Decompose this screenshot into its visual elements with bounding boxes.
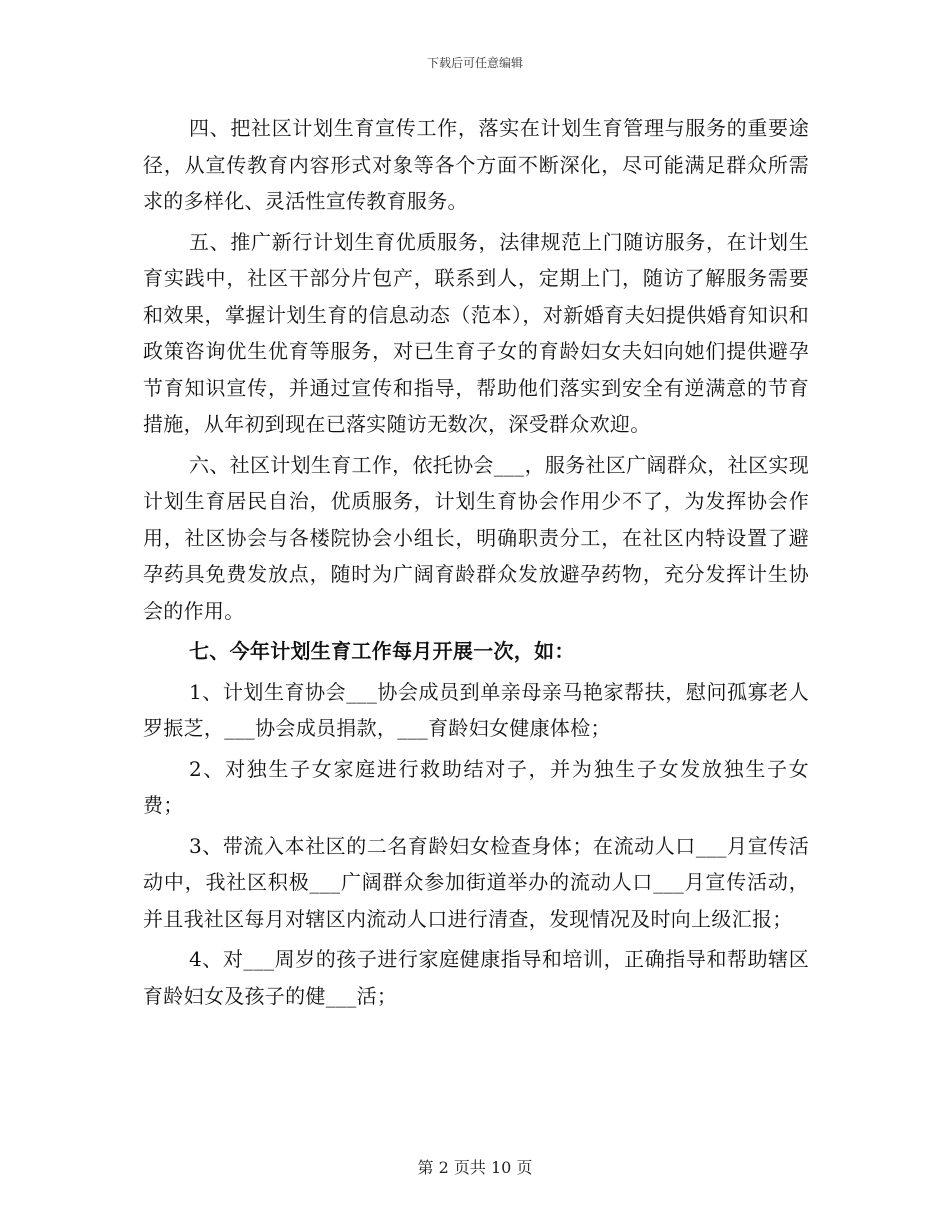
list-item-1: 1、计划生育协会___协会成员到单亲母亲马艳家帮扶，慰问孤寡老人罗振芝，___协会成员捐款，___育龄妇女健康体检；	[143, 679, 809, 740]
list-item-3: 3、带流入本社区的二名育龄妇女检查身体；在流动人口___月宣传活动中，我社区积极___广阔群众参加街道举办的流动人口___月宣传活动，并且我社区每月对辖区内流动人口进行清查，发现情况及时向上级汇报；	[143, 833, 809, 931]
section-7-heading: 七、今年计划生育工作每月开展一次，如：	[189, 639, 575, 663]
paragraph-section-5: 五、推广新行计划生育优质服务，法律规范上门随访服务，在计划生育实践中，社区干部分片包产，联系到人，定期上门，随访了解服务需要和效果，掌握计划生育的信息动态（范本），对新婚育夫妇提供婚育知识和政策咨询优生优育等服务，对已生育子女的育龄妇女夫妇向她们提供避孕节育知识宣传，并通过宣传和指导，帮助他们落实到安全有逆满意的节育措施，从年初到现在已落实随访无数次，深受群众欢迎。	[143, 229, 809, 436]
list-item-2: 2、对独生子女家庭进行救助结对子，并为独生子女发放独生子女费；	[143, 756, 809, 817]
list-item-4: 4、对___周岁的孩子进行家庭健康指导和培训，正确指导和帮助辖区育龄妇女及孩子的健___活；	[143, 947, 809, 1008]
page-number: 第 2 页共 10 页	[417, 1158, 533, 1177]
header-note: 下载后可任意编辑	[426, 56, 523, 70]
paragraph-section-6: 六、社区计划生育工作，依托协会___，服务社区广阔群众，社区实现计划生育居民自治，优质服务，计划生育协会作用少不了，为发挥协会作用，社区协会与各楼院协会小组长，明确职责分工，在社区内特设置了避孕药具免费发放点，随时为广阔育龄群众发放避孕药物，充分发挥计生协会的作用。	[143, 452, 809, 623]
paragraph-section-4: 四、把社区计划生育宣传工作，落实在计划生育管理与服务的重要途径，从宣传教育内容形式对象等各个方面不断深化，尽可能满足群众所需求的多样化、灵活性宣传教育服务。	[143, 116, 809, 213]
document-body	[143, 110, 809, 1018]
